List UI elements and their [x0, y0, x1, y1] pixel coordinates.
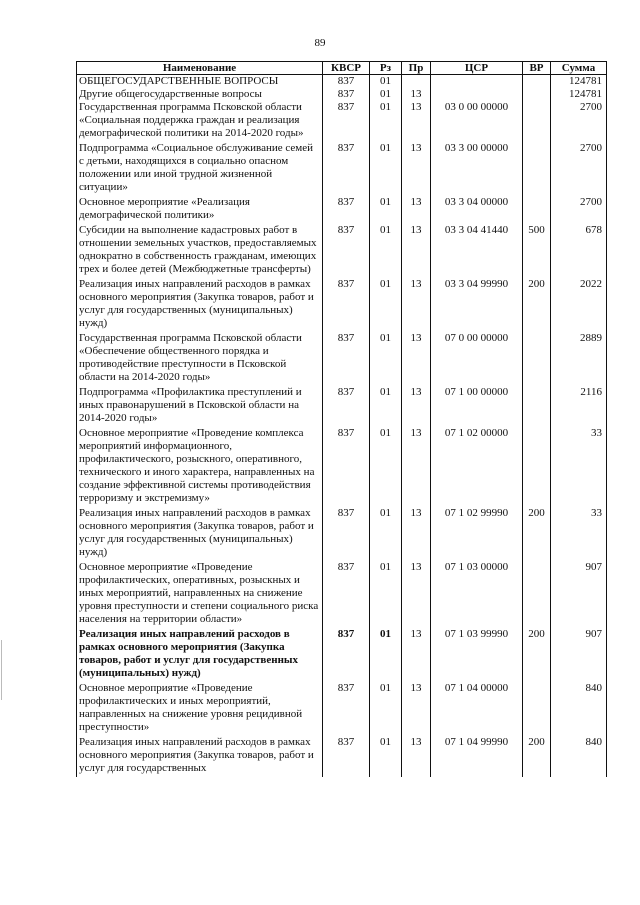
cell-name: Основное мероприятие «Проведение профилактических, оперативных, розыскных и иных мероприятий, направленных на снижение уровня преступности и степени социального риска населения на территории области»	[77, 561, 323, 628]
cell-name: Основное мероприятие «Проведение комплекса мероприятий информационного, профилактического, розыскного, оперативного, технического и иного характера, направленных на создание эффективной системы противодействия терроризму и экстремизму»	[77, 427, 323, 507]
cell-kvsr: 837	[323, 278, 370, 332]
header-kvsr: КВСР	[323, 62, 370, 75]
cell-sum: 907	[551, 628, 607, 682]
cell-name: Основное мероприятие «Проведение профилактических и иных мероприятий, направленных на снижение уровня рецидивной преступности»	[77, 682, 323, 736]
cell-sum: 2889	[551, 332, 607, 386]
cell-vr	[523, 332, 551, 386]
table-row	[77, 332, 607, 386]
cell-name: Государственная программа Псковской области «Социальная поддержка граждан и реализация демографической политики на 2014-2020 годы»	[77, 101, 323, 142]
cell-kvsr: 837	[323, 628, 370, 682]
cell-name: Подпрограмма «Социальное обслуживание семей с детьми, находящихся в социально опасном положении или иной трудной жизненной ситуации»	[77, 142, 323, 196]
cell-rz: 01	[370, 561, 402, 628]
budget-table	[76, 61, 607, 777]
cell-name: Реализация иных направлений расходов в рамках основного мероприятия (Закупка товаров, работ и услуг для государственных	[77, 736, 323, 777]
cell-vr: 500	[523, 224, 551, 278]
header-csr: ЦСР	[431, 62, 523, 75]
header-rz: Рз	[370, 62, 402, 75]
cell-rz: 01	[370, 142, 402, 196]
cell-vr	[523, 88, 551, 101]
cell-vr	[523, 142, 551, 196]
cell-csr: 07 1 04 00000	[431, 682, 523, 736]
cell-vr	[523, 561, 551, 628]
cell-name: ОБЩЕГОСУДАРСТВЕННЫЕ ВОПРОСЫ	[77, 75, 323, 89]
table-row	[77, 142, 607, 196]
cell-csr: 07 1 02 00000	[431, 427, 523, 507]
table-row	[77, 682, 607, 736]
cell-kvsr: 837	[323, 88, 370, 101]
table-row	[77, 196, 607, 224]
cell-vr	[523, 75, 551, 89]
cell-rz: 01	[370, 88, 402, 101]
cell-sum: 33	[551, 507, 607, 561]
cell-pr: 13	[402, 278, 431, 332]
scan-edge-mark	[1, 640, 2, 700]
cell-csr: 03 3 00 00000	[431, 142, 523, 196]
cell-sum: 2022	[551, 278, 607, 332]
cell-pr: 13	[402, 332, 431, 386]
table-row	[77, 278, 607, 332]
cell-kvsr: 837	[323, 142, 370, 196]
table-row	[77, 561, 607, 628]
cell-pr: 13	[402, 628, 431, 682]
cell-name: Реализация иных направлений расходов в рамках основного мероприятия (Закупка товаров, работ и услуг для государственных (муниципальных) нужд)	[77, 507, 323, 561]
cell-vr: 200	[523, 278, 551, 332]
cell-pr	[402, 75, 431, 89]
cell-pr: 13	[402, 427, 431, 507]
cell-vr: 200	[523, 628, 551, 682]
cell-rz: 01	[370, 332, 402, 386]
cell-kvsr: 837	[323, 224, 370, 278]
cell-kvsr: 837	[323, 75, 370, 89]
cell-pr: 13	[402, 101, 431, 142]
cell-vr	[523, 101, 551, 142]
cell-sum: 124781	[551, 75, 607, 89]
cell-rz: 01	[370, 507, 402, 561]
cell-name: Основное мероприятие «Реализация демографической политики»	[77, 196, 323, 224]
cell-kvsr: 837	[323, 101, 370, 142]
table-row	[77, 507, 607, 561]
cell-csr: 03 0 00 00000	[431, 101, 523, 142]
cell-sum: 2700	[551, 142, 607, 196]
cell-rz: 01	[370, 101, 402, 142]
table-row	[77, 427, 607, 507]
cell-sum: 124781	[551, 88, 607, 101]
cell-pr: 13	[402, 224, 431, 278]
cell-pr: 13	[402, 682, 431, 736]
cell-kvsr: 837	[323, 736, 370, 777]
cell-pr: 13	[402, 507, 431, 561]
header-sum: Сумма	[551, 62, 607, 75]
cell-sum: 2700	[551, 196, 607, 224]
cell-rz: 01	[370, 75, 402, 89]
table-row	[77, 75, 607, 89]
table-row	[77, 224, 607, 278]
cell-name: Подпрограмма «Профилактика преступлений и иных правонарушений в Псковской области на 2014-2020 годы»	[77, 386, 323, 427]
cell-kvsr: 837	[323, 332, 370, 386]
cell-pr: 13	[402, 736, 431, 777]
cell-csr: 07 1 03 99990	[431, 628, 523, 682]
cell-pr: 13	[402, 386, 431, 427]
table-row	[77, 101, 607, 142]
cell-name: Реализация иных направлений расходов в рамках основного мероприятия (Закупка товаров, работ и услуг для государственных (муниципальных) нужд)	[77, 628, 323, 682]
cell-name: Государственная программа Псковской области «Обеспечение общественного порядка и противодействие преступности в Псковской области на 2014-2020 годы»	[77, 332, 323, 386]
cell-kvsr: 837	[323, 196, 370, 224]
cell-rz: 01	[370, 196, 402, 224]
cell-pr: 13	[402, 196, 431, 224]
table-row	[77, 736, 607, 777]
table-row	[77, 88, 607, 101]
cell-sum: 33	[551, 427, 607, 507]
cell-kvsr: 837	[323, 427, 370, 507]
cell-sum: 2700	[551, 101, 607, 142]
cell-name: Субсидии на выполнение кадастровых работ в отношении земельных участков, предоставляемых однократно в собственность гражданам, имеющих трех и более детей (Межбюджетные трансферты)	[77, 224, 323, 278]
cell-name: Другие общегосударственные вопросы	[77, 88, 323, 101]
cell-vr	[523, 196, 551, 224]
cell-vr	[523, 682, 551, 736]
page-number: 89	[314, 37, 326, 49]
cell-pr: 13	[402, 142, 431, 196]
cell-rz: 01	[370, 682, 402, 736]
cell-sum: 840	[551, 682, 607, 736]
cell-kvsr: 837	[323, 386, 370, 427]
cell-csr: 07 1 04 99990	[431, 736, 523, 777]
cell-csr: 07 0 00 00000	[431, 332, 523, 386]
cell-csr: 03 3 04 00000	[431, 196, 523, 224]
cell-csr: 07 1 03 00000	[431, 561, 523, 628]
cell-vr	[523, 386, 551, 427]
header-pr: Пр	[402, 62, 431, 75]
table-row	[77, 628, 607, 682]
cell-sum: 907	[551, 561, 607, 628]
cell-rz: 01	[370, 278, 402, 332]
cell-rz: 01	[370, 386, 402, 427]
cell-csr: 07 1 02 99990	[431, 507, 523, 561]
cell-rz: 01	[370, 224, 402, 278]
cell-csr	[431, 75, 523, 89]
cell-name: Реализация иных направлений расходов в рамках основного мероприятия (Закупка товаров, работ и услуг для государственных (муниципальных) нужд)	[77, 278, 323, 332]
cell-csr	[431, 88, 523, 101]
cell-sum: 840	[551, 736, 607, 777]
cell-vr	[523, 427, 551, 507]
cell-pr: 13	[402, 88, 431, 101]
cell-pr: 13	[402, 561, 431, 628]
header-name: Наименование	[77, 62, 323, 75]
cell-kvsr: 837	[323, 682, 370, 736]
cell-rz: 01	[370, 427, 402, 507]
cell-kvsr: 837	[323, 561, 370, 628]
cell-vr: 200	[523, 736, 551, 777]
header-vr: ВР	[523, 62, 551, 75]
table-header-row	[77, 62, 607, 75]
cell-csr: 03 3 04 99990	[431, 278, 523, 332]
cell-sum: 678	[551, 224, 607, 278]
cell-vr: 200	[523, 507, 551, 561]
table-row	[77, 386, 607, 427]
cell-rz: 01	[370, 628, 402, 682]
cell-sum: 2116	[551, 386, 607, 427]
cell-csr: 03 3 04 41440	[431, 224, 523, 278]
cell-rz: 01	[370, 736, 402, 777]
cell-kvsr: 837	[323, 507, 370, 561]
cell-csr: 07 1 00 00000	[431, 386, 523, 427]
